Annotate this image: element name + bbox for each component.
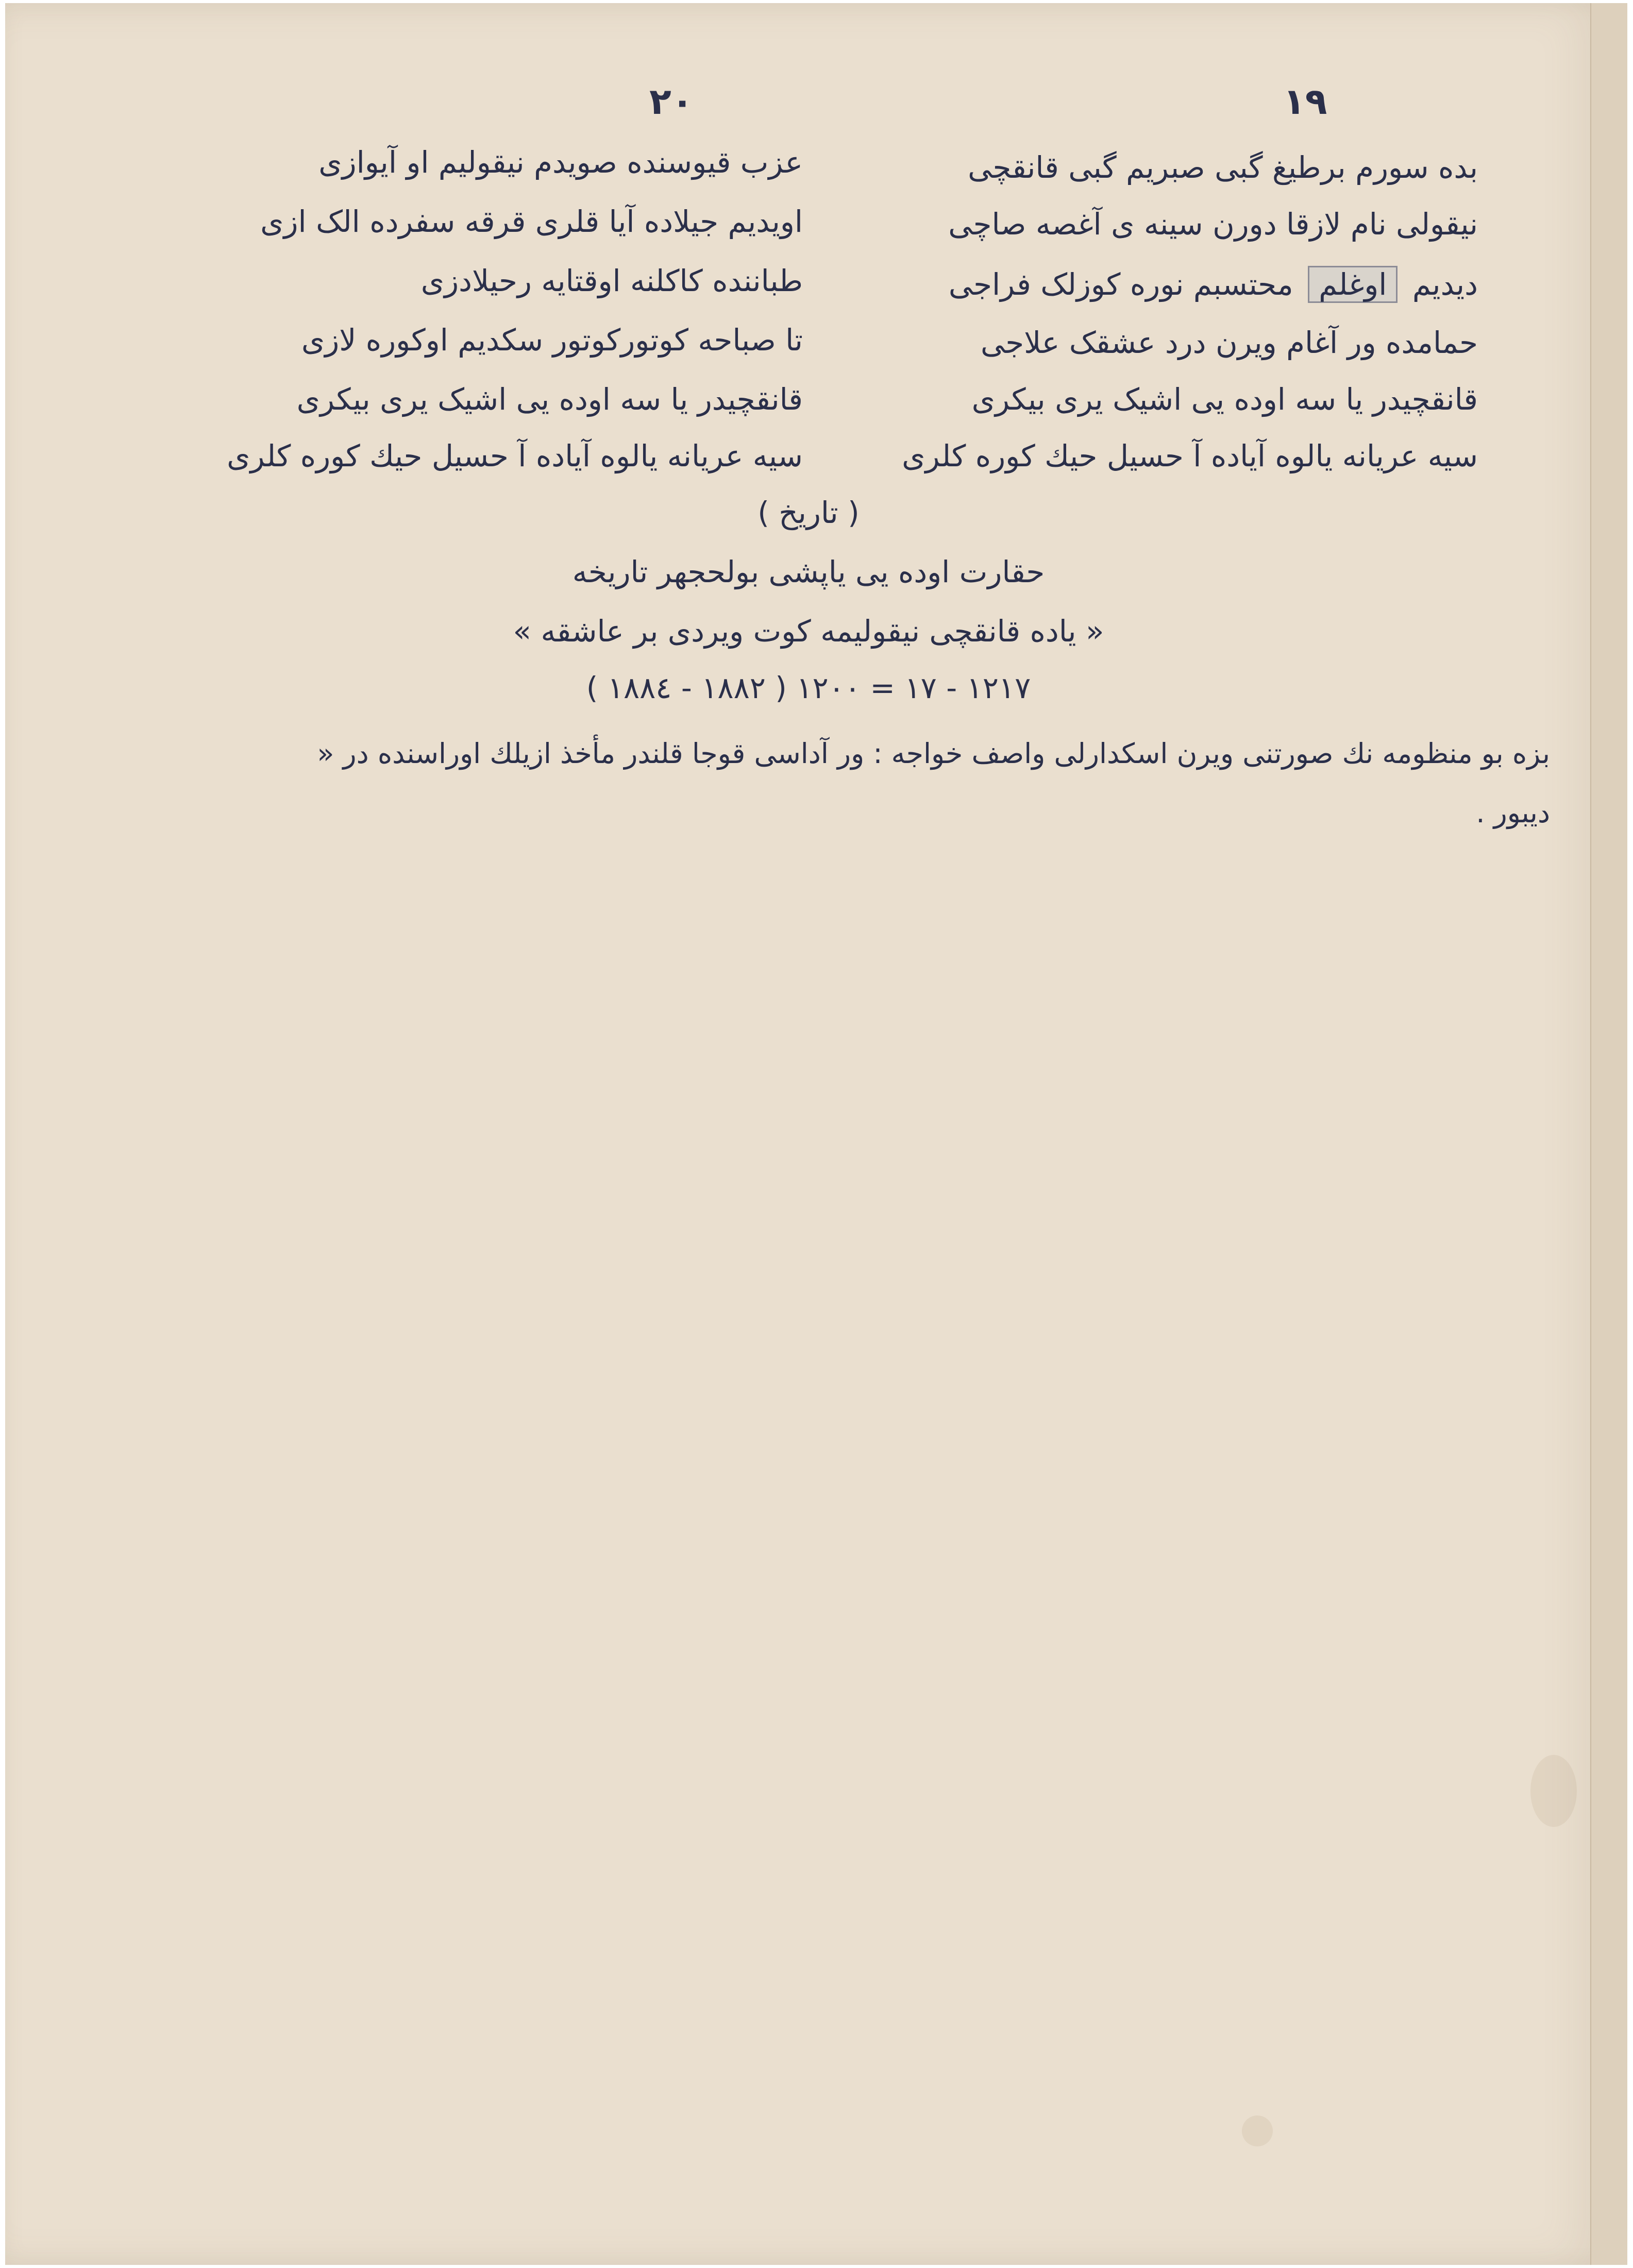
paper-stain xyxy=(1242,2115,1273,2146)
left-verse-4: تا صباحه کوتورکوتور سکدیم اوکوره لازی xyxy=(301,323,803,358)
tarikh-line-1: حقارت اوده یی یاپشی بولحجهر تاریخه xyxy=(572,554,1045,589)
tarikh-heading: ( تاریخ ) xyxy=(757,495,860,530)
right-verse-2: نیقولی نام لازقا دورن سینه ی آغصه صاچی xyxy=(948,207,1478,242)
left-verse-1: عزب قیوسنده صویدم نیقولیم او آیوازی xyxy=(318,145,803,180)
right-page-number: ١٩ xyxy=(1283,80,1327,123)
right-verse-1: بده سورم برطیغ گبی صبریم گبی قانقچی xyxy=(968,150,1478,185)
left-verse-6: سیه عریانه یالوه آیاده آ حسیل حیك کوره کلرى xyxy=(227,438,803,473)
page-edge xyxy=(1590,3,1627,2265)
tarikh-numbers: ١٢١٧ - ١٧ = ١٢٠٠ ( ١٨٨٢ - ١٨٨٤ ) xyxy=(586,670,1031,705)
paper-stain xyxy=(1530,1755,1577,1827)
tarikh-line-2: « یاده قانقچی نیقولیمه کوت ویردی بر عاشقه » xyxy=(513,614,1104,649)
left-verse-5: قانقچیدر یا سه اوده یی اشیک یری بیکری xyxy=(296,382,803,417)
note-line-1: بزه بو منظومه نك صورتنی ویرن اسکدارلی واصف خواجه : ور آداسی قوجا قلندر مأخذ ازیلك اوراسنده در « xyxy=(317,737,1550,770)
left-page-number: ٢٠ xyxy=(649,80,694,123)
left-verse-3: طباننده کاکلنه اوقتایه رحیلادزی xyxy=(420,263,803,298)
right-verse-5: قانقچیدر یا سه اوده یی اشیک یری بیکری xyxy=(971,382,1478,417)
right-verse-4: حمامده ور آغام ویرن درد عشقک علاجی xyxy=(980,325,1478,360)
note-line-2: دیبور . xyxy=(1476,797,1550,829)
manuscript-page xyxy=(5,3,1612,2265)
left-verse-2: اویدیم جیلاده آیا قلری قرقه سفرده الک ازی xyxy=(260,204,803,239)
right-verse-6: سیه عریانه یالوه آیاده آ حسیل حیك کوره کلرى xyxy=(902,438,1478,473)
right-verse-3-start: دیدیم xyxy=(1412,267,1478,302)
boxed-word: اوغلم xyxy=(1308,266,1398,303)
right-verse-3-end: محتسبم نوره کوزلک فراجی xyxy=(948,267,1293,302)
right-verse-3 xyxy=(860,266,1478,303)
